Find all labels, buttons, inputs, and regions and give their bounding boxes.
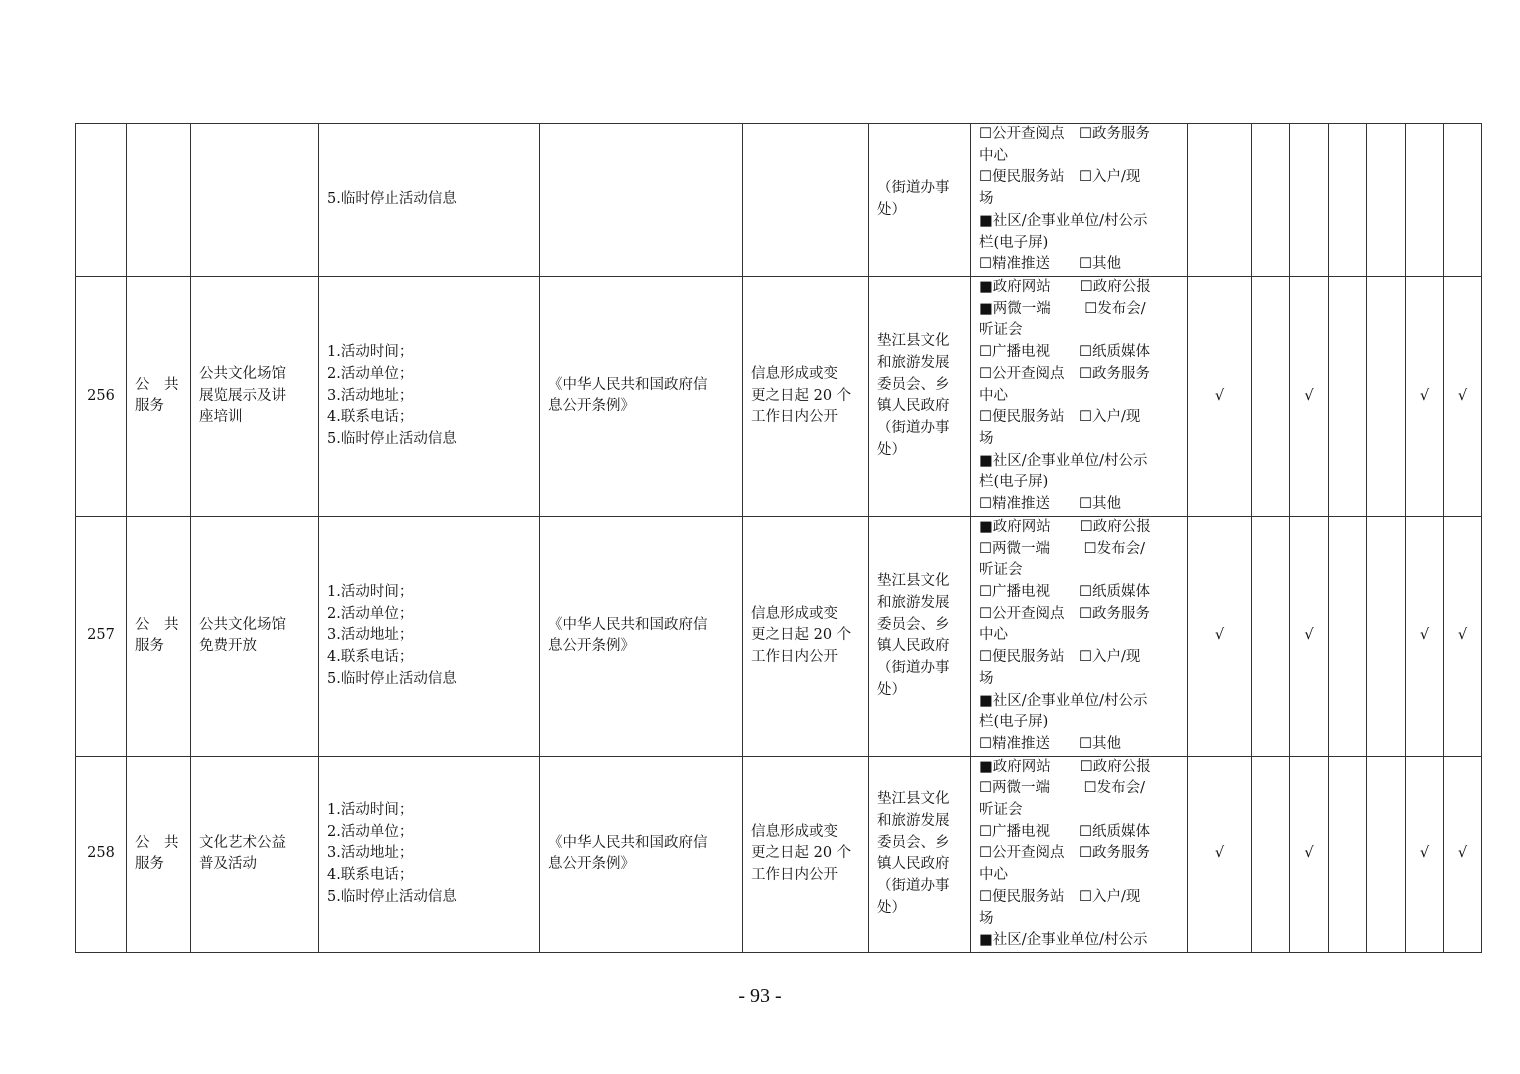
check-cell	[1252, 124, 1290, 277]
content-items-cell: 1.活动时间； 2.活动单位； 3.活动地址； 4.联系电话； 5.临时停止活动信息	[319, 516, 540, 756]
check-cell: √	[1290, 516, 1329, 756]
subject-cell: 垫江县文化 和旅游发展 委员会、乡 镇人民政府 （街道办事 处）	[869, 276, 971, 516]
channels-cell: ■政府网站 ☐政府公报 ☐两微一端 ☐发布会/ 听证会 ☐广播电视 ☐纸质媒体 ☐公开查阅点 ☐政务服务 中心 ☐便民服务站 ☐入户/现 场 ■社区/企事业单位/村公示 栏(电子屏) ☐精准推送 ☐其他	[971, 516, 1188, 756]
time-limit-cell: 信息形成或变 更之日起 20 个 工作日内公开	[743, 756, 869, 952]
check-cell	[1252, 756, 1290, 952]
category-cell: 公 共 服务	[127, 276, 191, 516]
category-cell	[127, 124, 191, 277]
table-row	[76, 516, 1482, 756]
row-number: 256	[76, 276, 127, 516]
basis-cell: 《中华人民共和国政府信 息公开条例》	[540, 516, 743, 756]
item-name-cell	[191, 124, 319, 277]
category-cell: 公 共 服务	[127, 516, 191, 756]
subject-cell: （街道办事 处）	[869, 124, 971, 277]
check-cell: √	[1406, 276, 1444, 516]
check-cell	[1290, 124, 1329, 277]
check-cell	[1367, 276, 1406, 516]
content-items-cell: 1.活动时间； 2.活动单位； 3.活动地址； 4.联系电话； 5.临时停止活动信息	[319, 276, 540, 516]
time-limit-cell: 信息形成或变 更之日起 20 个 工作日内公开	[743, 276, 869, 516]
check-cell	[1329, 276, 1367, 516]
check-cell	[1406, 124, 1444, 277]
check-cell: √	[1406, 516, 1444, 756]
check-cell: √	[1188, 516, 1252, 756]
check-cell	[1252, 516, 1290, 756]
basis-cell: 《中华人民共和国政府信 息公开条例》	[540, 756, 743, 952]
content-items-cell: 5.临时停止活动信息	[319, 124, 540, 277]
subject-cell: 垫江县文化 和旅游发展 委员会、乡 镇人民政府 （街道办事 处）	[869, 756, 971, 952]
check-cell: √	[1444, 516, 1482, 756]
check-cell	[1444, 124, 1482, 277]
category-cell: 公 共 服务	[127, 756, 191, 952]
table-row	[76, 756, 1482, 952]
check-cell	[1367, 124, 1406, 277]
check-cell: √	[1188, 756, 1252, 952]
item-name-cell: 公共文化场馆 免费开放	[191, 516, 319, 756]
time-limit-cell	[743, 124, 869, 277]
check-cell	[1329, 516, 1367, 756]
row-number	[76, 124, 127, 277]
time-limit-cell: 信息形成或变 更之日起 20 个 工作日内公开	[743, 516, 869, 756]
page-number: - 93 -	[738, 985, 782, 1007]
disclosure-table	[75, 123, 1482, 953]
table-row	[76, 124, 1482, 277]
check-cell	[1329, 124, 1367, 277]
check-cell: √	[1444, 276, 1482, 516]
table-body	[76, 124, 1482, 953]
check-cell: √	[1406, 756, 1444, 952]
table-row	[76, 276, 1482, 516]
content-items-cell: 1.活动时间； 2.活动单位； 3.活动地址； 4.联系电话； 5.临时停止活动信息	[319, 756, 540, 952]
check-cell	[1367, 516, 1406, 756]
check-cell: √	[1290, 756, 1329, 952]
check-cell	[1367, 756, 1406, 952]
basis-cell: 《中华人民共和国政府信 息公开条例》	[540, 276, 743, 516]
row-number: 257	[76, 516, 127, 756]
channels-cell: ■政府网站 ☐政府公报 ☐两微一端 ☐发布会/ 听证会 ☐广播电视 ☐纸质媒体 ☐公开查阅点 ☐政务服务 中心 ☐便民服务站 ☐入户/现 场 ■社区/企事业单位/村公示	[971, 756, 1188, 952]
basis-cell	[540, 124, 743, 277]
check-cell: √	[1188, 276, 1252, 516]
channels-cell: ■政府网站 ☐政府公报 ■两微一端 ☐发布会/ 听证会 ☐广播电视 ☐纸质媒体 ☐公开查阅点 ☐政务服务 中心 ☐便民服务站 ☐入户/现 场 ■社区/企事业单位/村公示 栏(电子屏) ☐精准推送 ☐其他	[971, 276, 1188, 516]
check-cell: √	[1290, 276, 1329, 516]
row-number: 258	[76, 756, 127, 952]
check-cell	[1252, 276, 1290, 516]
item-name-cell: 公共文化场馆 展览展示及讲 座培训	[191, 276, 319, 516]
check-cell	[1329, 756, 1367, 952]
item-name-cell: 文化艺术公益 普及活动	[191, 756, 319, 952]
subject-cell: 垫江县文化 和旅游发展 委员会、乡 镇人民政府 （街道办事 处）	[869, 516, 971, 756]
channels-cell: ☐公开查阅点 ☐政务服务 中心 ☐便民服务站 ☐入户/现 场 ■社区/企事业单位/村公示 栏(电子屏) ☐精准推送 ☐其他	[971, 124, 1188, 277]
check-cell	[1188, 124, 1252, 277]
check-cell: √	[1444, 756, 1482, 952]
